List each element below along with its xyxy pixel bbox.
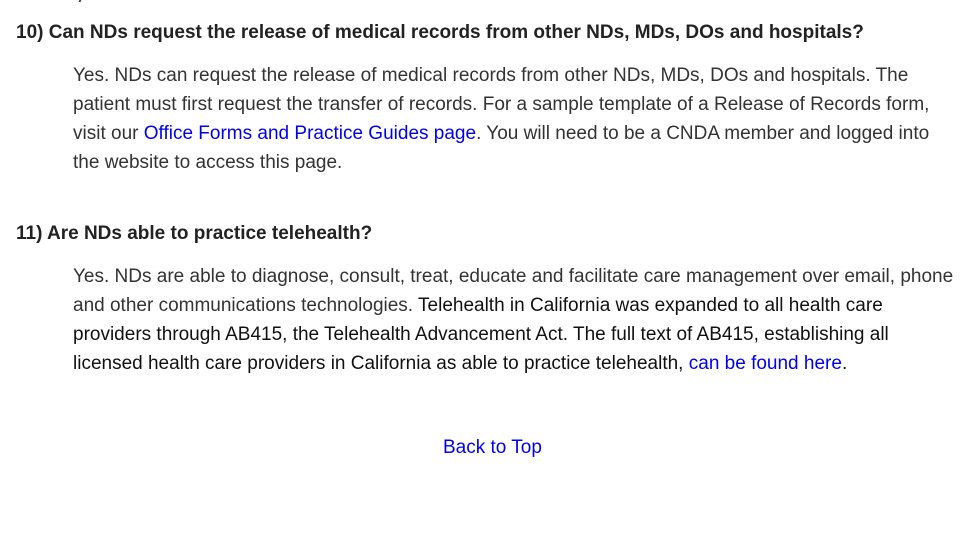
- faq-answer-11: [73, 262, 960, 378]
- back-to-top-link[interactable]: Back to Top: [443, 437, 542, 458]
- faq-question-10: 10) Can NDs request the release of medical records from other NDs, MDs, DOs and hospitals?: [16, 22, 864, 43]
- faq-answer-10-text-1: Yes. NDs can request the release of medical records from other NDs, MDs, DOs and hospitals. The patient must first request the transfer of records. For a sample template of a Release of Records form, visit our: [73, 65, 930, 144]
- faq-question-11: 11) Are NDs able to practice telehealth?: [16, 223, 373, 244]
- faq-answer-11-text-1: Yes. NDs are able to diagnose, consult, treat, educate and facilitate care management over email, phone and other communications technologies.: [73, 266, 954, 316]
- faq-answer-10-text-2: . You will need to be a CNDA member and logged into the website to access this page.: [73, 123, 930, 173]
- office-forms-link[interactable]: Office Forms and Practice Guides page: [143, 123, 477, 144]
- faq-answer-11-text-2: Telehealth in California was expanded to all health care providers through AB415, the Telehealth Advancement Act. The full text of AB415, establishing all licensed health care providers in California as able to practice telehealth,: [73, 295, 889, 374]
- faq-answer-11-text-3: .: [841, 353, 848, 374]
- ab415-link[interactable]: can be found here: [688, 353, 842, 374]
- faq-answer-10: [73, 61, 960, 177]
- cropped-text-fragment: [73, 0, 84, 2]
